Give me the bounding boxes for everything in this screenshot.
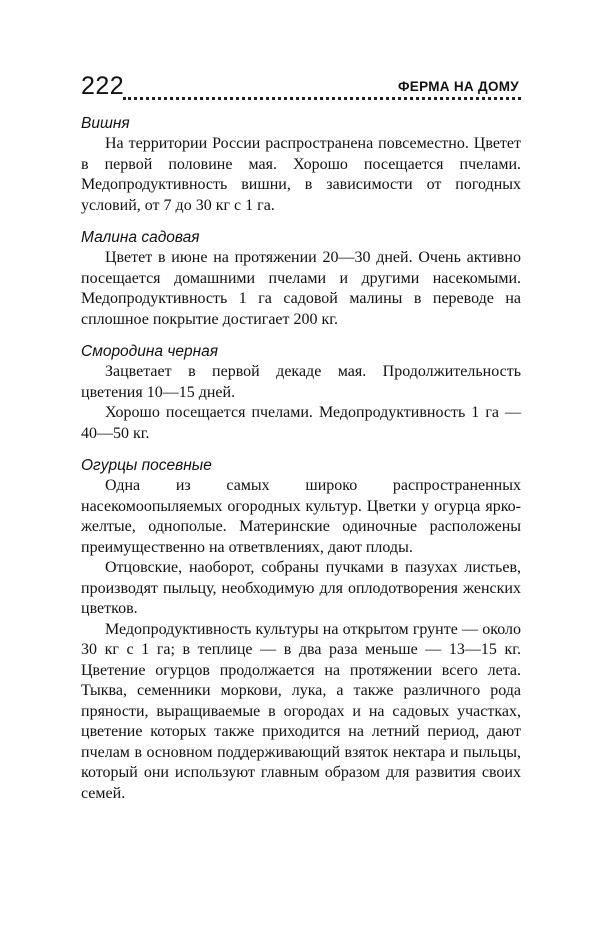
entry-title: Смородина черная — [81, 343, 219, 360]
entry-cherry — [81, 113, 521, 216]
header-dotted-rule — [123, 97, 521, 100]
entry-title: Малина садовая — [81, 229, 200, 246]
paragraph: Отцовские, наоборот, собраны пучками в пазухах листьев, производят пыльцу, необходимую для оплодотворения женских цветков. — [81, 559, 521, 617]
book-title: ФЕРМА НА ДОМУ — [397, 79, 519, 94]
page-number: 222 — [81, 72, 125, 100]
entry-raspberry — [81, 227, 521, 330]
entry-blackcurrant — [81, 341, 521, 444]
paragraph: Цветет в июне на протяжении 20—30 дней. Очень активно посещается домашними пчелами и другими насекомыми. Медопродуктивность 1 га садовой малины в переводе на сплошное покрытие достигает 200 кг. — [81, 249, 521, 328]
book-page — [81, 70, 521, 804]
paragraph: Зацветает в первой декаде мая. Продолжительность цветения 10—15 дней. — [81, 363, 521, 401]
paragraph: Хорошо посещается пчелами. Медопродуктивность 1 га — 40—50 кг. — [81, 404, 521, 442]
running-head — [81, 70, 521, 104]
entry-cucumbers — [81, 455, 521, 804]
paragraph: Одна из самых широко распространенных насекомоопыляемых огородных культур. Цветки у огурца ярко-желтые, однополые. Материнские одиночные расположены преимущественно на ответвлениях, дают плоды. — [81, 477, 521, 556]
entry-title: Огурцы посевные — [81, 457, 212, 474]
entry-title: Вишня — [81, 115, 130, 132]
paragraph: Медопродуктивность культуры на открытом грунте — около 30 кг с 1 га; в теплице — в два раза меньше — 13—15 кг. Цветение огурцов продолжается на протяжении всего лета. Тыква, семенники моркови, лука, а также различного рода пряности, выращиваемые в огородах и на садовых участках, цветение которых также приходится на летний период, дают пчелам в основном поддерживающий взяток нектара и пыльцы, который они используют главным образом для развития своих семей. — [81, 620, 521, 802]
paragraph: На территории России распространена повсеместно. Цветет в первой половине мая. Хорошо посещается пчелами. Медопродуктивность вишни, в зависимости от погодных условий, от 7 до 30 кг с 1 га. — [81, 135, 521, 214]
